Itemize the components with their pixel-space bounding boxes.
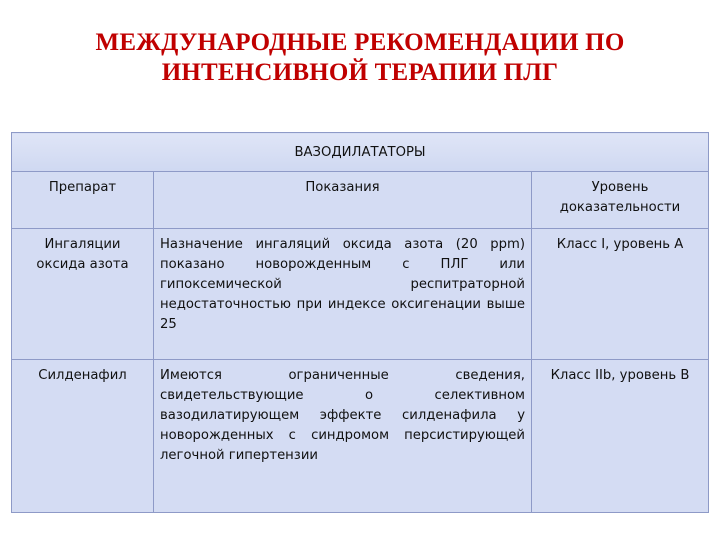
column-header-evidence: Уровень доказательности	[532, 172, 709, 229]
column-header-drug: Препарат	[12, 172, 154, 229]
recommendations-table	[11, 132, 709, 513]
evidence-cell: Класс IIb, уровень B	[532, 360, 709, 513]
group-header-cell: ВАЗОДИЛАТАТОРЫ	[12, 133, 709, 172]
drug-cell: Силденафил	[12, 360, 154, 513]
column-header-indication: Показания	[154, 172, 532, 229]
title-line-2: ИНТЕНСИВНОЙ ТЕРАПИИ ПЛГ	[161, 59, 559, 86]
indication-cell: Имеются ограниченные сведения, свидетельствующие о селективном вазодилатирующем эффекте силденафила у новорожденных с синдромом персистирующей легочной гипертензии	[154, 360, 532, 513]
table-row	[12, 360, 709, 513]
group-header-row	[12, 133, 709, 172]
title-line-1: МЕЖДУНАРОДНЫЕ РЕКОМЕНДАЦИИ ПО	[95, 29, 625, 56]
column-header-row	[12, 172, 709, 229]
table-row	[12, 229, 709, 360]
page-title	[0, 28, 720, 88]
drug-cell: Ингаляции оксида азота	[12, 229, 154, 360]
recommendations-table-container	[11, 132, 708, 513]
indication-cell: Назначение ингаляций оксида азота (20 ppm) показано новорожденным с ПЛГ или гипоксемической респитраторной недостаточностью при индексе оксигенации выше 25	[154, 229, 532, 360]
evidence-cell: Класс I, уровень A	[532, 229, 709, 360]
